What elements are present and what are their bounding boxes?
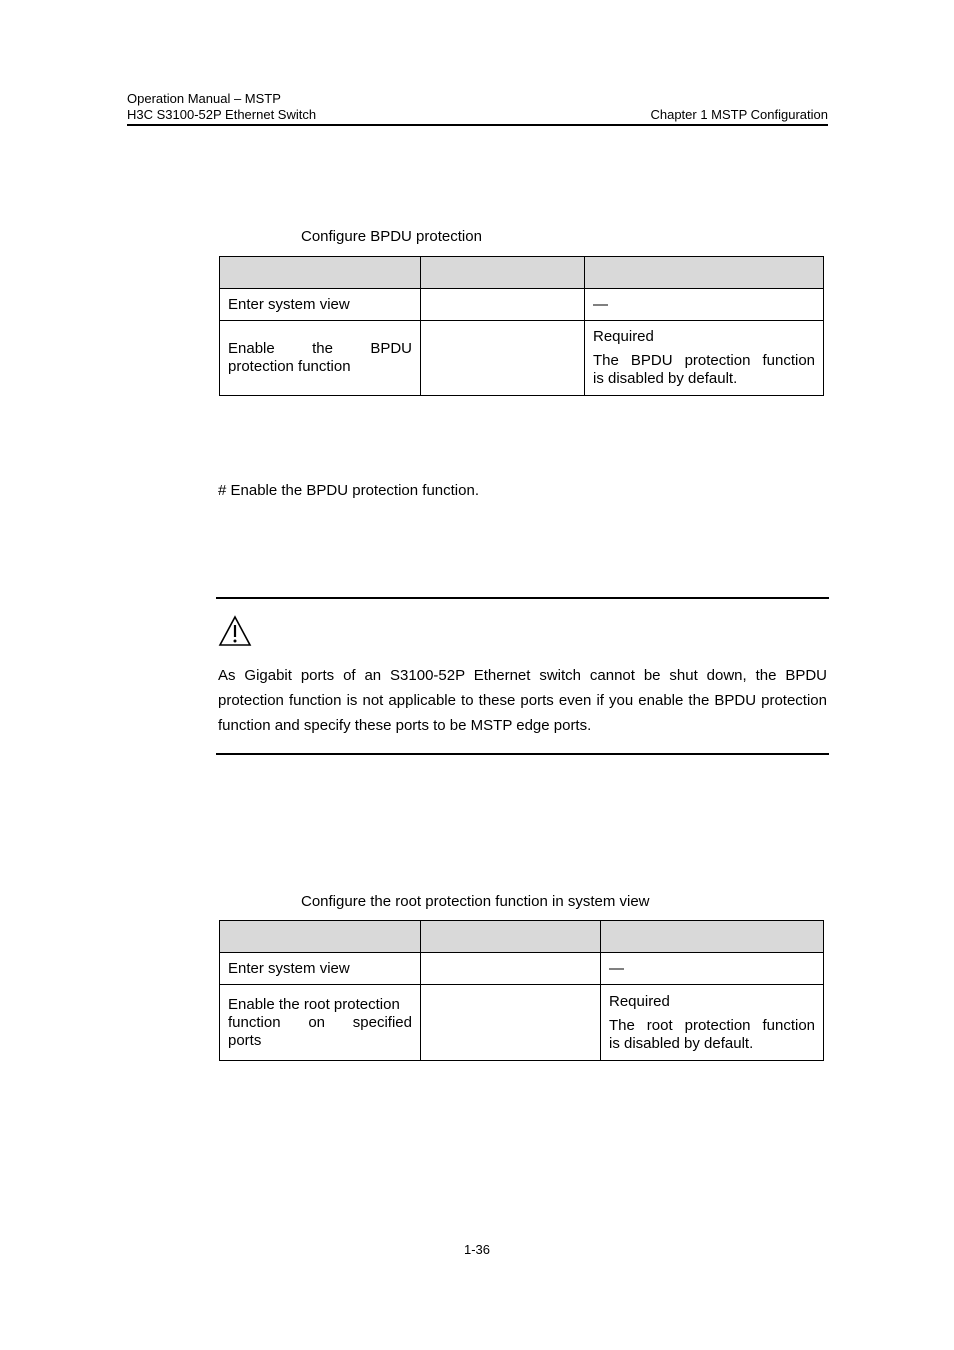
cell-text-line: The root protection function (609, 1016, 815, 1034)
caution-top-rule (216, 597, 829, 599)
command-cell (421, 289, 585, 321)
table-header-cell (421, 257, 585, 289)
cell-text-line: is disabled by default. (593, 370, 738, 387)
cell-text-line: Enable the root protection (228, 995, 400, 1013)
root-protection-table (219, 920, 824, 1061)
cell-text-line: protection function (228, 358, 351, 375)
table-header-cell (421, 921, 601, 953)
example-text: # Enable the BPDU protection function. (218, 482, 479, 499)
cell-text-line: Required (593, 328, 654, 345)
description-cell (601, 985, 824, 1061)
description-cell: — (585, 289, 824, 321)
caution-bottom-rule (216, 753, 829, 755)
header-chapter-title: Chapter 1 MSTP Configuration (650, 107, 828, 122)
warning-triangle-icon (218, 615, 252, 647)
header-manual-title: Operation Manual – MSTP (127, 91, 281, 106)
cell-text-line: is disabled by default. (609, 1034, 754, 1052)
cell-text-line: The BPDU protection function (593, 352, 815, 369)
table-row (220, 289, 824, 321)
table-row (220, 985, 824, 1061)
description-cell: — (601, 953, 824, 985)
page-number: 1-36 (463, 1242, 491, 1257)
operation-cell: Enter system view (220, 289, 421, 321)
table-header-cell (601, 921, 824, 953)
operation-cell: Enter system view (220, 953, 421, 985)
table-header-cell (585, 257, 824, 289)
table2-caption: Configure the root protection function in system view (301, 893, 650, 910)
command-cell (421, 953, 601, 985)
description-cell (585, 321, 824, 396)
table-header-row (220, 257, 824, 289)
caution-text: As Gigabit ports of an S3100-52P Ethernet switch cannot be shut down, the BPDU protection function is not applicable to these ports even if you enable the BPDU protection function and specify these ports to be MSTP edge ports. (218, 667, 827, 734)
table-row (220, 953, 824, 985)
header-rule (127, 124, 828, 126)
table-header-row (220, 921, 824, 953)
cell-text-line: ports (228, 1031, 262, 1049)
command-cell (421, 321, 585, 396)
bpdu-protection-table (219, 256, 824, 396)
cell-text-line: Enable the BPDU (228, 340, 412, 357)
table-header-cell (220, 257, 421, 289)
operation-cell (220, 985, 421, 1061)
table-header-cell (220, 921, 421, 953)
table-row (220, 321, 824, 396)
cell-text-line: Required (609, 992, 670, 1010)
operation-cell (220, 321, 421, 396)
cell-text-line: function on specified (228, 1013, 412, 1031)
header-product-name: H3C S3100-52P Ethernet Switch (127, 107, 317, 122)
command-cell (421, 985, 601, 1061)
table1-caption: Configure BPDU protection (301, 228, 482, 245)
